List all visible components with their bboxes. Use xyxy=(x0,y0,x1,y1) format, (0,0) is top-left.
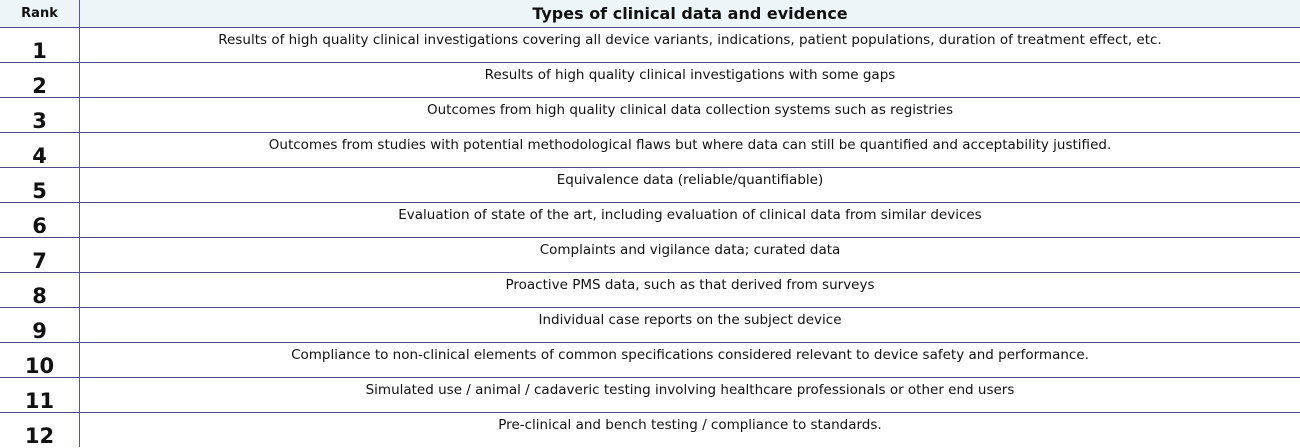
rank-cell: 11 xyxy=(0,378,80,413)
evidence-type-cell: Simulated use / animal / cadaveric testing involving healthcare professionals or other end users xyxy=(80,378,1300,413)
table-row xyxy=(0,63,1300,98)
rank-cell: 10 xyxy=(0,343,80,378)
evidence-type-cell: Compliance to non-clinical elements of common specifications considered relevant to device safety and performance. xyxy=(80,343,1300,378)
rank-cell: 7 xyxy=(0,238,80,273)
evidence-type-cell: Outcomes from high quality clinical data collection systems such as registries xyxy=(80,98,1300,133)
rank-cell: 2 xyxy=(0,63,80,98)
evidence-type-cell: Pre-clinical and bench testing / compliance to standards. xyxy=(80,413,1300,448)
evidence-type-cell: Equivalence data (reliable/quantifiable) xyxy=(80,168,1300,203)
evidence-type-cell: Outcomes from studies with potential methodological flaws but where data can still be quantified and acceptability justified. xyxy=(80,133,1300,168)
table-row xyxy=(0,238,1300,273)
rank-cell: 9 xyxy=(0,308,80,343)
table-row xyxy=(0,413,1300,448)
evidence-type-cell: Individual case reports on the subject device xyxy=(80,308,1300,343)
rank-cell: 8 xyxy=(0,273,80,308)
rank-header: Rank xyxy=(0,0,80,28)
table-row xyxy=(0,343,1300,378)
table-row xyxy=(0,203,1300,238)
rank-cell: 4 xyxy=(0,133,80,168)
rank-cell: 3 xyxy=(0,98,80,133)
table-row xyxy=(0,168,1300,203)
header-row xyxy=(0,0,1300,28)
evidence-type-cell: Complaints and vigilance data; curated data xyxy=(80,238,1300,273)
table-row xyxy=(0,98,1300,133)
table-row xyxy=(0,378,1300,413)
table-row xyxy=(0,28,1300,63)
evidence-type-cell: Results of high quality clinical investigations covering all device variants, indications, patient populations, duration of treatment effect, etc. xyxy=(80,28,1300,63)
evidence-type-cell: Proactive PMS data, such as that derived from surveys xyxy=(80,273,1300,308)
rank-cell: 1 xyxy=(0,28,80,63)
table-row xyxy=(0,273,1300,308)
rank-cell: 5 xyxy=(0,168,80,203)
evidence-type-cell: Results of high quality clinical investigations with some gaps xyxy=(80,63,1300,98)
rank-cell: 12 xyxy=(0,413,80,448)
table-row xyxy=(0,133,1300,168)
rank-cell: 6 xyxy=(0,203,80,238)
types-header: Types of clinical data and evidence xyxy=(80,0,1300,28)
evidence-type-cell: Evaluation of state of the art, including evaluation of clinical data from similar devices xyxy=(80,203,1300,238)
table-row xyxy=(0,308,1300,343)
